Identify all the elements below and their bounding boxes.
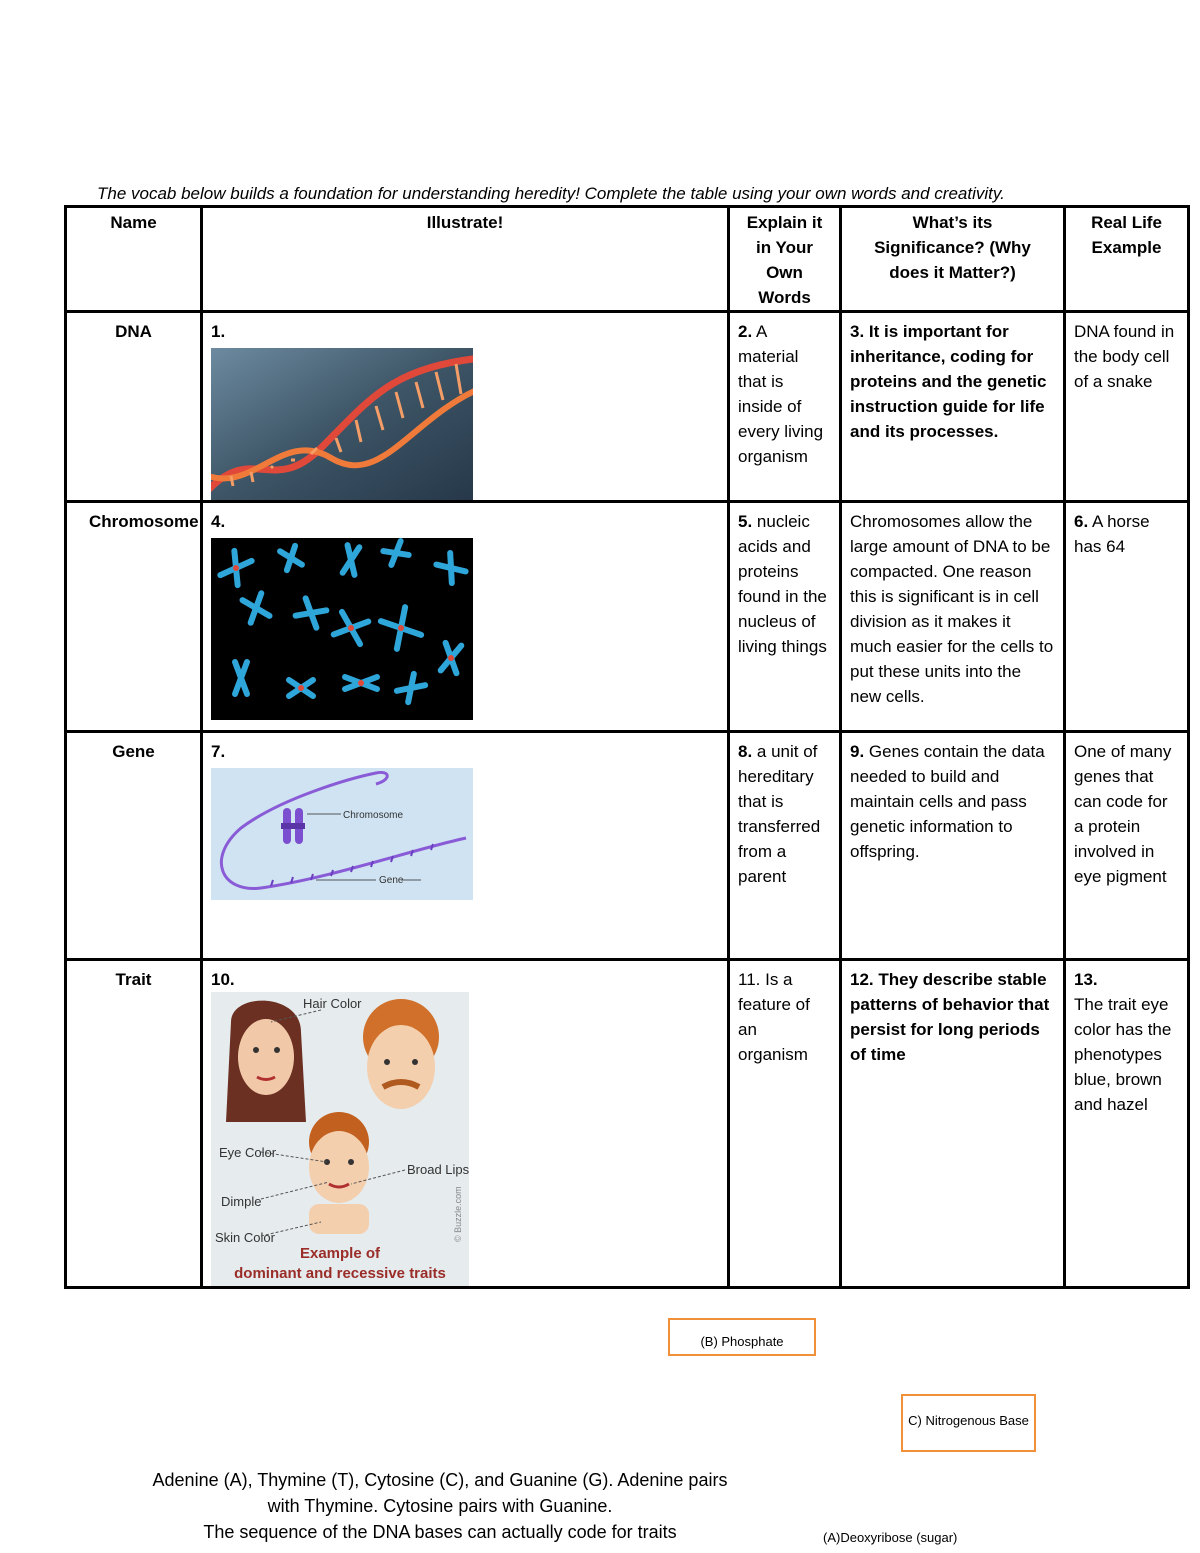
- significance-text: Chromosomes allow the large amount of DNA to be compacted. One reason this is significant is in cell division as it makes it much easier for the cells to put these units into the new cells.: [850, 512, 1054, 706]
- header-explain: Explain it in Your Own Words: [729, 207, 841, 312]
- example-text: The trait eye color has the phenotypes blue, brown and hazel: [1074, 995, 1172, 1114]
- example-cell: [1065, 960, 1189, 1288]
- header-name: Name: [66, 207, 202, 312]
- table-row: [66, 960, 1189, 1288]
- item-number: 9.: [850, 742, 865, 761]
- dna-helix-image: [211, 348, 473, 500]
- vocab-table: [64, 205, 1190, 1289]
- skin-color-label: Skin Color: [215, 1230, 275, 1245]
- intro-text: The vocab below builds a foundation for understanding heredity! Complete the table using your own words and creativity.: [97, 184, 1005, 203]
- term-name: DNA: [66, 312, 202, 502]
- item-number: 13.: [1074, 970, 1098, 989]
- example-text: DNA found in the body cell of a snake: [1074, 322, 1175, 391]
- bases-line-2: with Thymine. Cytosine pairs with Guanine.: [267, 1496, 613, 1516]
- term-name: Trait: [66, 960, 202, 1288]
- significance-cell: [841, 502, 1065, 732]
- eye-color-label: Eye Color: [219, 1145, 277, 1160]
- traits-caption-2: dominant and recessive traits: [234, 1265, 446, 1282]
- hair-color-label: Hair Color: [303, 996, 362, 1011]
- phosphate-label: (B) Phosphate: [700, 1334, 784, 1349]
- table-row: [66, 502, 1189, 732]
- gene-label: Gene: [379, 875, 404, 886]
- broad-lips-label: Broad Lips: [407, 1162, 469, 1177]
- item-number: 8.: [738, 742, 753, 761]
- item-number: 1.: [211, 322, 226, 341]
- item-number: 3.: [850, 322, 865, 341]
- significance-text: They describe stable patterns of behavior that persist for long periods of time: [850, 970, 1050, 1064]
- item-number: 12.: [850, 970, 874, 989]
- chromosomes-image: [211, 538, 473, 720]
- term-name: Chromosome: [66, 502, 202, 732]
- illustration-cell: [202, 312, 729, 502]
- header-example: Real Life Example: [1065, 207, 1189, 312]
- explain-cell: [729, 502, 841, 732]
- header-row: [66, 207, 1189, 312]
- item-number: 5.: [738, 512, 753, 531]
- significance-text: Genes contain the data needed to build and maintain cells and pass genetic information to offspring.: [850, 742, 1045, 861]
- phosphate-label-box: [668, 1318, 816, 1356]
- header-significance: What’s its Significance? (Why does it Matter?): [841, 207, 1065, 312]
- chromosome-label: Chromosome: [343, 810, 404, 821]
- illustration-cell: [202, 502, 729, 732]
- example-cell: [1065, 732, 1189, 960]
- explain-text: a unit of hereditary that is transferred from a parent: [738, 742, 821, 886]
- example-cell: [1065, 502, 1189, 732]
- dna-bases-text: [100, 1467, 780, 1545]
- traits-caption-1: Example of: [299, 1245, 381, 1262]
- explain-cell: [729, 312, 841, 502]
- example-text: One of many genes that can code for a protein involved in eye pigment: [1074, 742, 1172, 886]
- traits-image: [211, 992, 469, 1286]
- explain-text: Is a feature of an organism: [738, 970, 810, 1064]
- table-row: [66, 732, 1189, 960]
- significance-cell: [841, 732, 1065, 960]
- bases-line-3: The sequence of the DNA bases can actually code for traits: [203, 1522, 677, 1542]
- explain-cell: [729, 732, 841, 960]
- deoxyribose-label: (A)Deoxyribose (sugar): [823, 1530, 958, 1545]
- item-number: 11.: [738, 970, 761, 989]
- explain-cell: [729, 960, 841, 1288]
- illustration-cell: [202, 732, 729, 960]
- table-row: [66, 312, 1189, 502]
- illustration-cell: [202, 960, 729, 1288]
- item-number: 4.: [211, 512, 226, 531]
- item-number: 7.: [211, 742, 226, 761]
- dimple-label: Dimple: [221, 1194, 262, 1209]
- significance-cell: [841, 960, 1065, 1288]
- significance-text: It is important for inheritance, coding for proteins and the genetic instruction guide for life and its processes.: [850, 322, 1047, 441]
- bases-line-1: Adenine (A), Thymine (T), Cytosine (C), and Guanine (G). Adenine pairs: [152, 1470, 728, 1490]
- example-text: A horse has 64: [1074, 512, 1150, 556]
- explain-text: nucleic acids and proteins found in the nucleus of living things: [738, 512, 827, 656]
- header-illustrate: Illustrate!: [202, 207, 729, 312]
- item-number: 6.: [1074, 512, 1089, 531]
- nitrogenous-label-box: [901, 1394, 1036, 1452]
- significance-cell: [841, 312, 1065, 502]
- item-number: 10.: [211, 970, 235, 989]
- term-name: Gene: [66, 732, 202, 960]
- example-cell: [1065, 312, 1189, 502]
- nitrogenous-label: C) Nitrogenous Base: [908, 1413, 1029, 1428]
- item-number: 2.: [738, 322, 753, 341]
- gene-image: [211, 768, 473, 900]
- traits-credit: © Buzzle.com: [453, 1186, 463, 1242]
- explain-text: A material that is inside of every living organism: [738, 322, 824, 466]
